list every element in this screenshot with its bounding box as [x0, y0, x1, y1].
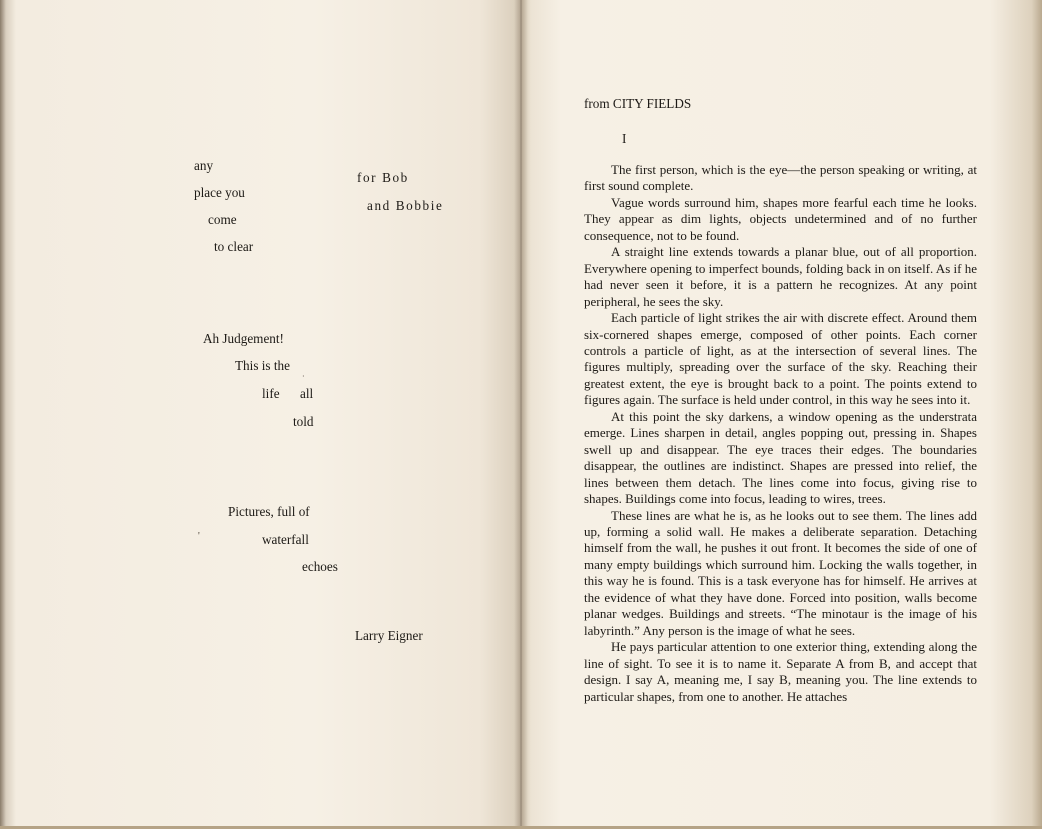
- section-number: I: [622, 131, 627, 146]
- paragraph: These lines are what he is, as he looks out to see them. The lines add up, forming a solid wall. He makes a deliberate separation. Detaching himself from the wall, he pushes it out front. It becomes the side of one of many empty buildings which surround him. Locking the walls together, in this way he is found. This is a task everyone has for himself. He arrives at the evidence of what they have done. Forced into position, walls become planar wedges. Buildings and streets. “The minotaur is the image of his labyrinth.” Any person is the image of what he sees.: [584, 507, 977, 638]
- print-speck: ': [198, 531, 200, 542]
- poem3-line-3: echoes: [302, 559, 338, 574]
- poem1-line-3: come: [208, 212, 237, 227]
- author-name: Larry Eigner: [355, 628, 423, 643]
- paragraph: Vague words surround him, shapes more fearful each time he looks. They appear as dim lights, objects undetermined and of no further consequence, not to be found.: [584, 194, 977, 243]
- dedication-line-2: and Bobbie: [367, 198, 444, 213]
- poem3-line-1: Pictures, full of: [228, 504, 310, 519]
- dedication-line-1: for Bob: [357, 170, 409, 185]
- prose-body: [584, 162, 977, 705]
- paragraph: He pays particular attention to one exterior thing, extending along the line of sight. To see it is to name it. Separate A from B, and accept that design. I say A, meaning me, I say B, meaning you. The line extends to particular shapes, from one to another. He attaches: [584, 639, 977, 704]
- paragraph: At this point the sky darkens, a window opening as the understrata emerge. Lines sharpen in detail, angles popping out, pressing in. Shapes swell up and disappear. The eye traces their edges. The boundaries disappear, the outlines are indistinct. Shapes are pressed into relief, the lines between them detach. The lines come into focus, giving rise to shapes. Buildings come into focus, leading to wires, trees.: [584, 408, 977, 507]
- paragraph: The first person, which is the eye—the person speaking or writing, at first sound complete.: [584, 162, 977, 194]
- paragraph: A straight line extends towards a planar blue, out of all proportion. Everywhere opening to imperfect bounds, folding back in on itself. As if he had never seen it before, it is a pattern he recognizes. At any point peripheral, he sees the sky.: [584, 244, 977, 309]
- poem2-line-4: all: [300, 386, 314, 401]
- poem2-line-3: life: [262, 386, 280, 401]
- print-speck: ·: [302, 372, 305, 381]
- poem3-line-2: waterfall: [262, 532, 309, 547]
- poem2-line-1: Ah Judgement!: [203, 331, 284, 346]
- section-heading: from CITY FIELDS: [584, 96, 692, 111]
- poem1-line-1: any: [194, 158, 214, 173]
- poem2-line-5: told: [293, 414, 314, 429]
- poem1-line-4: to clear: [214, 239, 254, 254]
- poem2-line-2: This is the: [235, 358, 290, 373]
- book-gutter: [514, 0, 528, 829]
- paragraph: Each particle of light strikes the air with discrete effect. Around them six-cornered shapes emerge, composed of other points. Each corner controls a particle of light, as at the intersection of several lines. The figures multiply, spreading over the surface of the sky. Reaching their greatest extent, the eye is brought back to a point. The points extend to figures again. The surface is held under control, in this way he sees into it.: [584, 310, 977, 408]
- poem1-line-2: place you: [194, 185, 245, 200]
